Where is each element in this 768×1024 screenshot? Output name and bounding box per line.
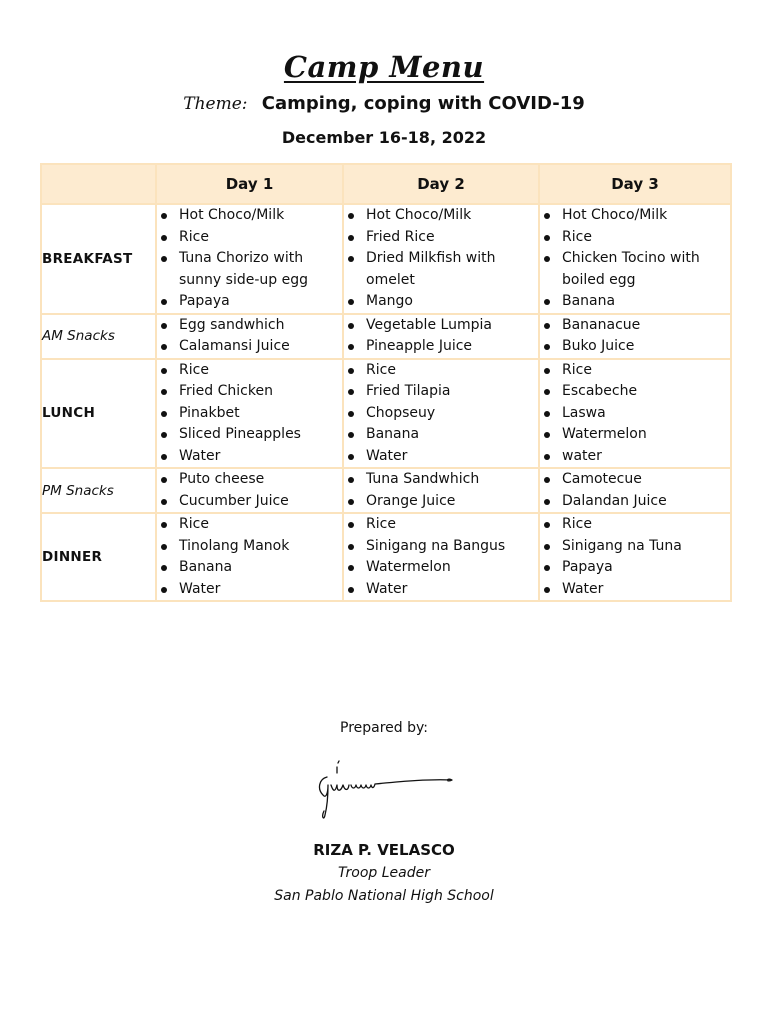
- food-item: Fried Chicken: [157, 381, 342, 403]
- food-list: [540, 514, 730, 600]
- food-item: Banana: [344, 424, 538, 446]
- food-item: Puto cheese: [157, 469, 342, 491]
- day-1-items-cell: [156, 204, 343, 314]
- food-list: [344, 205, 538, 313]
- food-item: Rice: [540, 227, 730, 249]
- food-item: Laswa: [540, 403, 730, 425]
- prepared-by-label: Prepared by:: [340, 720, 428, 736]
- food-list: [157, 205, 342, 313]
- food-item: Papaya: [157, 291, 342, 313]
- menu-row: [41, 359, 731, 469]
- day-3-header: Day 3: [539, 164, 731, 204]
- day-2-header: Day 2: [343, 164, 539, 204]
- food-list: [157, 469, 342, 512]
- food-item: Papaya: [540, 557, 730, 579]
- preparer-role: Troop Leader: [338, 865, 430, 881]
- day-2-items-cell: [343, 513, 539, 601]
- day-2-items-cell: [343, 468, 539, 513]
- food-item: Rice: [344, 360, 538, 382]
- day-1-items-cell: [156, 359, 343, 469]
- food-item: Water: [344, 446, 538, 468]
- food-item: Sinigang na Bangus: [344, 536, 538, 558]
- menu-row: [41, 513, 731, 601]
- food-item: Egg sandwhich: [157, 315, 342, 337]
- food-list: [157, 360, 342, 468]
- day-2-items-cell: [343, 204, 539, 314]
- signature: [315, 755, 460, 825]
- meal-label: PM Snacks: [41, 468, 156, 513]
- meal-label: LUNCH: [41, 359, 156, 469]
- theme-line: [0, 93, 768, 114]
- food-item: Cucumber Juice: [157, 491, 342, 513]
- food-item: Water: [344, 579, 538, 601]
- food-item: Rice: [157, 227, 342, 249]
- theme-label: Theme:: [183, 94, 248, 114]
- food-item: Rice: [540, 360, 730, 382]
- menu-row: [41, 314, 731, 359]
- theme-text: Camping, coping with COVID-19: [261, 93, 585, 114]
- food-item: Mango: [344, 291, 538, 313]
- food-list: [540, 469, 730, 512]
- day-3-items-cell: [539, 513, 731, 601]
- food-item: Fried Tilapia: [344, 381, 538, 403]
- menu-row: [41, 204, 731, 314]
- corner-header-cell: [41, 164, 156, 204]
- food-item: Vegetable Lumpia: [344, 315, 538, 337]
- day-1-items-cell: [156, 314, 343, 359]
- food-list: [540, 205, 730, 313]
- food-item: Fried Rice: [344, 227, 538, 249]
- food-list: [344, 514, 538, 600]
- food-item: Dried Milkfish with omelet: [344, 248, 538, 291]
- food-item: Watermelon: [540, 424, 730, 446]
- food-item: Rice: [157, 514, 342, 536]
- day-3-items-cell: [539, 314, 731, 359]
- day-3-items-cell: [539, 359, 731, 469]
- food-item: Hot Choco/Milk: [157, 205, 342, 227]
- food-list: [344, 469, 538, 512]
- food-item: Banana: [540, 291, 730, 313]
- menu-header-row: [41, 164, 731, 204]
- day-2-items-cell: [343, 359, 539, 469]
- food-item: Tinolang Manok: [157, 536, 342, 558]
- food-item: Tuna Sandwhich: [344, 469, 538, 491]
- food-item: Banana: [157, 557, 342, 579]
- food-item: Chopseuy: [344, 403, 538, 425]
- food-list: [540, 360, 730, 468]
- food-item: Rice: [344, 514, 538, 536]
- food-item: Orange Juice: [344, 491, 538, 513]
- food-item: Rice: [540, 514, 730, 536]
- food-item: water: [540, 446, 730, 468]
- day-1-items-cell: [156, 513, 343, 601]
- meal-label: DINNER: [41, 513, 156, 601]
- menu-table: [40, 163, 732, 602]
- preparer-school: San Pablo National High School: [274, 888, 494, 904]
- food-item: Hot Choco/Milk: [540, 205, 730, 227]
- preparer-name: RIZA P. VELASCO: [313, 841, 455, 859]
- page-title: Camp Menu: [283, 50, 485, 84]
- menu-body: [41, 204, 731, 601]
- food-item: Tuna Chorizo with sunny side-up egg: [157, 248, 342, 291]
- food-item: Dalandan Juice: [540, 491, 730, 513]
- food-item: Bananacue: [540, 315, 730, 337]
- event-date: December 16-18, 2022: [281, 128, 487, 147]
- day-3-items-cell: [539, 468, 731, 513]
- food-item: Pineapple Juice: [344, 336, 538, 358]
- day-3-items-cell: [539, 204, 731, 314]
- food-item: Water: [157, 446, 342, 468]
- food-item: Camotecue: [540, 469, 730, 491]
- food-item: Pinakbet: [157, 403, 342, 425]
- food-item: Sinigang na Tuna: [540, 536, 730, 558]
- food-item: Calamansi Juice: [157, 336, 342, 358]
- food-item: Water: [157, 579, 342, 601]
- menu-row: [41, 468, 731, 513]
- day-1-items-cell: [156, 468, 343, 513]
- food-item: Watermelon: [344, 557, 538, 579]
- meal-label: AM Snacks: [41, 314, 156, 359]
- food-item: Water: [540, 579, 730, 601]
- meal-label: BREAKFAST: [41, 204, 156, 314]
- food-list: [157, 315, 342, 358]
- food-item: Chicken Tocino with boiled egg: [540, 248, 730, 291]
- food-list: [540, 315, 730, 358]
- food-list: [344, 315, 538, 358]
- food-item: Sliced Pineapples: [157, 424, 342, 446]
- food-list: [157, 514, 342, 600]
- day-2-items-cell: [343, 314, 539, 359]
- food-item: Rice: [157, 360, 342, 382]
- food-list: [344, 360, 538, 468]
- food-item: Escabeche: [540, 381, 730, 403]
- food-item: Buko Juice: [540, 336, 730, 358]
- food-item: Hot Choco/Milk: [344, 205, 538, 227]
- day-1-header: Day 1: [156, 164, 343, 204]
